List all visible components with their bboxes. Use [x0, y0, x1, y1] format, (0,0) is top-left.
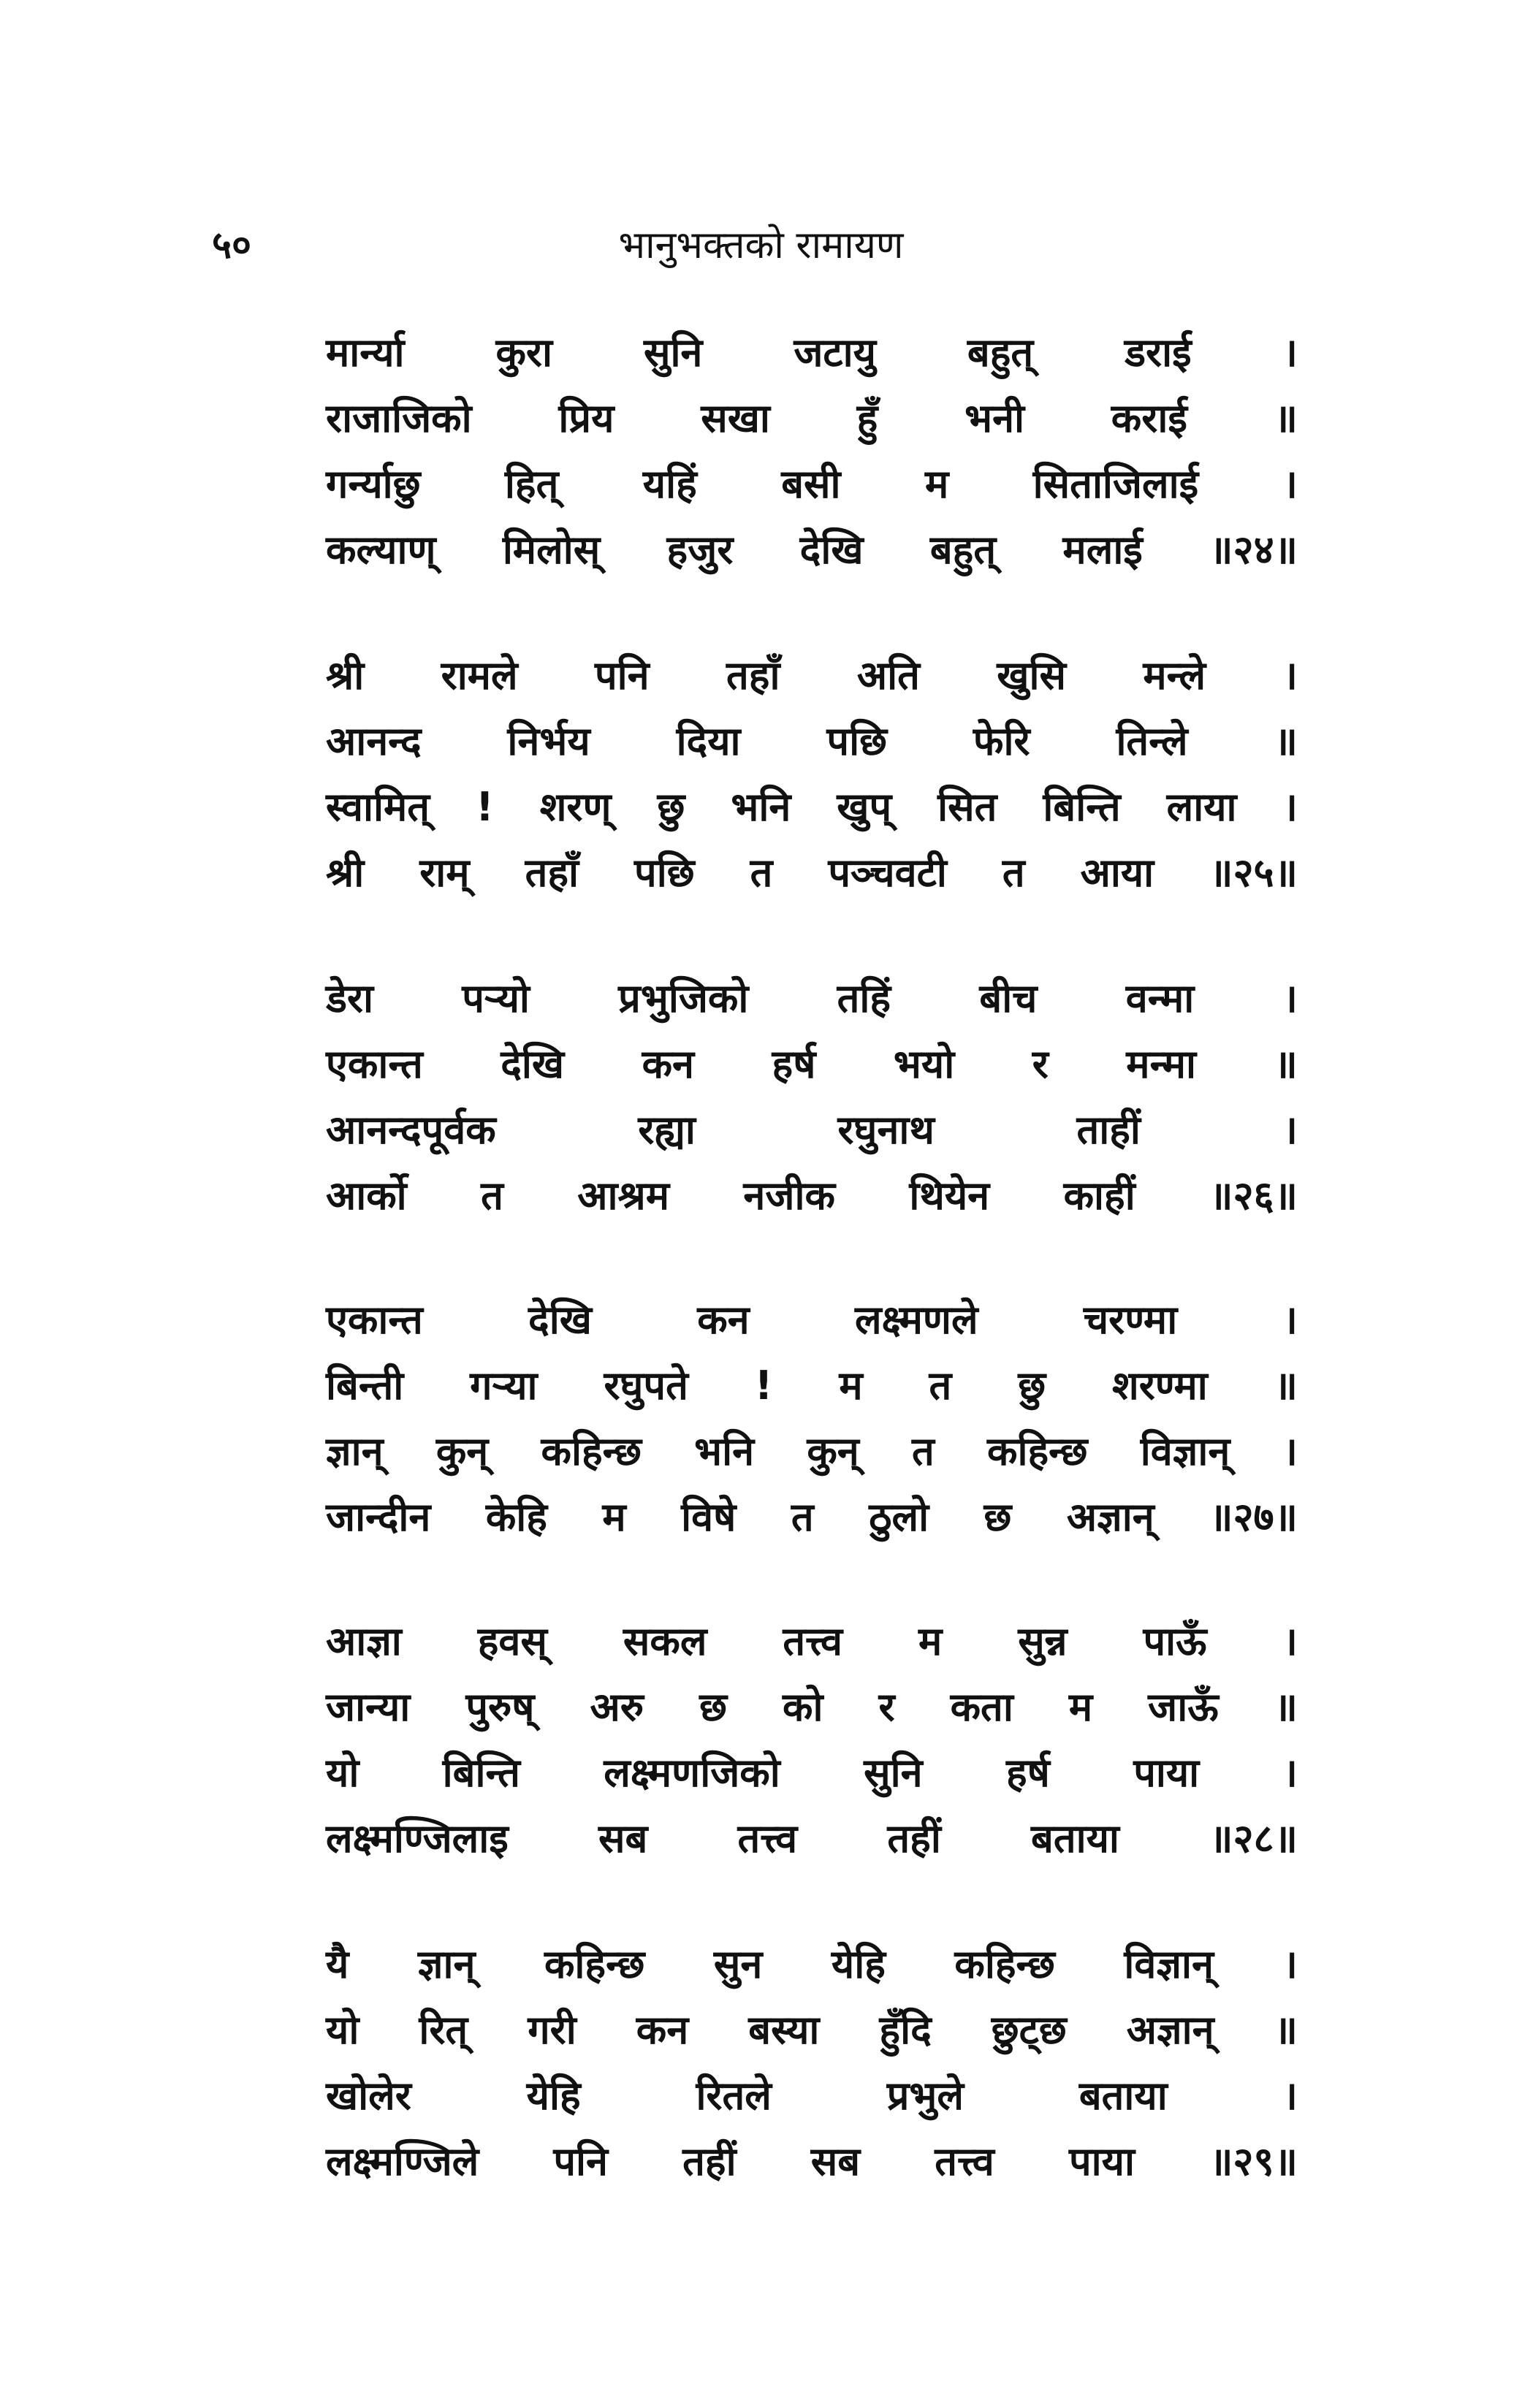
verse-word: ज्ञान्: [326, 1428, 384, 1474]
verse-word: बिन्ति: [1043, 784, 1121, 830]
verse-word: डराई: [1125, 329, 1192, 376]
verse-word: त: [912, 1428, 935, 1474]
verse-word: सकल: [623, 1618, 707, 1664]
verse-end-mark: ॥२८॥: [1209, 1815, 1298, 1862]
verse-word: सुन्न: [1018, 1618, 1068, 1664]
verse-end-mark: ।: [1282, 1107, 1298, 1153]
verse-word: ज्ञान्: [417, 1941, 476, 1987]
verse-end-mark: ।: [1282, 975, 1298, 1021]
verse-word: रामले: [441, 652, 518, 698]
verse-line: [326, 1287, 1298, 1353]
verse-28: [326, 1609, 1298, 1872]
verse-word: आश्रम: [577, 1173, 669, 1219]
verse-word: पाया: [1133, 1750, 1200, 1796]
verse-word: जाऊँ: [1148, 1684, 1219, 1730]
verse-word: पछि: [634, 850, 695, 896]
verse-word: यो: [326, 1750, 359, 1796]
verse-word: फेरि: [973, 718, 1030, 764]
verse-word: अति: [856, 652, 920, 698]
verse-word: गरी: [528, 2007, 577, 2053]
verse-word: छुट्छ: [991, 2007, 1067, 2053]
verse-word: कुन्: [807, 1428, 859, 1474]
verse-end-mark: ।: [1282, 2073, 1298, 2119]
verse-word: कन: [642, 1041, 695, 1087]
verse-word: प्रिय: [558, 395, 614, 441]
verse-word: विषे: [681, 1494, 737, 1540]
verse-word: जान्दीन: [326, 1494, 431, 1540]
page-number: ५०: [212, 224, 252, 267]
verse-word: र: [878, 1684, 895, 1730]
verse-29: [326, 1932, 1298, 2195]
verse-end-mark: ॥: [1274, 395, 1298, 441]
verse-word: केहि: [485, 1494, 547, 1540]
verse-word: नजीक: [743, 1173, 835, 1219]
verse-end-mark: ।: [1282, 329, 1298, 376]
verse-word: त: [791, 1494, 814, 1540]
verse-word: भनि: [731, 784, 791, 830]
running-title: भानुभक्तको रामायण: [618, 224, 904, 267]
verse-word: पुरुष्: [465, 1684, 535, 1730]
verse-word: प्रभुजिको: [618, 975, 749, 1021]
verse-word: सुनि: [643, 329, 703, 376]
verse-word: खुप्: [837, 784, 892, 830]
verse-word: म: [839, 1363, 863, 1409]
verse-word: सब: [810, 2138, 861, 2184]
verse-line: [326, 452, 1298, 517]
verse-line: [326, 1806, 1298, 1872]
verse-word: रित्: [419, 2007, 468, 2053]
verse-word: यहिं: [642, 461, 697, 507]
verse-word: तहाँ: [525, 850, 579, 896]
verse-word: मन्ले: [1143, 652, 1206, 698]
verse-word: पनि: [553, 2138, 609, 2184]
verse-word: म: [1068, 1684, 1093, 1730]
verse-line: [326, 1353, 1298, 1419]
verse-end-mark: ।: [1282, 652, 1298, 698]
verse-end-mark: ॥२६॥: [1209, 1173, 1298, 1219]
verse-word: एकान्त: [326, 1041, 423, 1087]
verse-word: कल्याण्: [326, 527, 436, 573]
verse-word: देखि: [501, 1041, 565, 1087]
verse-word: मिलोस्: [502, 527, 601, 573]
verse-end-mark: ।: [1282, 461, 1298, 507]
verse-word: म: [602, 1494, 626, 1540]
verse-end-mark: ।: [1282, 1941, 1298, 1987]
verse-word: डेरा: [326, 975, 373, 1021]
verse-word: पछि: [826, 718, 887, 764]
verse-word: !: [754, 1363, 773, 1409]
verse-word: तत्त्व: [737, 1815, 798, 1862]
verse-line: [326, 1609, 1298, 1674]
verse-word: बसी: [781, 461, 841, 507]
verse-word: राजाजिको: [326, 395, 472, 441]
verse-end-mark: ॥: [1274, 2007, 1298, 2053]
verse-word: मन्मा: [1126, 1041, 1197, 1087]
verse-word: म: [924, 461, 949, 507]
verse-word: को: [782, 1684, 823, 1730]
verse-line: [326, 1932, 1298, 1997]
verse-end-mark: ।: [1282, 1428, 1298, 1474]
verse-word: ताहीं: [1076, 1107, 1141, 1153]
verse-word: आनन्दपूर्वक: [326, 1107, 496, 1153]
verse-end-mark: ॥२५॥: [1209, 850, 1298, 896]
verse-line: [326, 1740, 1298, 1806]
verse-line: [326, 320, 1298, 386]
verse-word: भयो: [893, 1041, 955, 1087]
verse-line: [326, 1485, 1298, 1550]
verse-word: !: [476, 784, 494, 830]
verse-line: [326, 774, 1298, 840]
verse-word: बताया: [1078, 2073, 1168, 2119]
verse-end-mark: ।: [1282, 1297, 1298, 1343]
verse-word: स्वामित्: [326, 784, 430, 830]
verse-word: येहि: [526, 2073, 581, 2119]
verse-word: कुरा: [495, 329, 552, 376]
verse-line: [326, 966, 1298, 1032]
verse-word: तहीं: [682, 2138, 737, 2184]
verse-word: लाया: [1166, 784, 1237, 830]
verse-word: अरु: [590, 1684, 644, 1730]
verse-line: [326, 1097, 1298, 1163]
verse-word: लक्ष्मण्जिलाइ: [326, 1815, 509, 1862]
verse-word: तहाँ: [726, 652, 780, 698]
verse-line: [326, 840, 1298, 906]
verse-word: छु: [1018, 1363, 1046, 1409]
verse-word: आया: [1080, 850, 1154, 896]
verse-word: पनि: [594, 652, 650, 698]
verse-word: विज्ञान्: [1124, 1941, 1214, 1987]
verse-word: बहुत्: [967, 329, 1034, 376]
verse-25: [326, 643, 1298, 906]
verse-word: अज्ञान्: [1126, 2007, 1214, 2053]
verse-word: देखि: [528, 1297, 592, 1343]
verse-word: हवस्: [477, 1618, 547, 1664]
verse-word: सुन: [713, 1941, 763, 1987]
verse-end-mark: ॥२४॥: [1209, 527, 1298, 573]
verse-word: छ: [983, 1494, 1012, 1540]
verse-word: कराई: [1111, 395, 1187, 441]
verse-line: [326, 709, 1298, 774]
verse-line: [326, 1674, 1298, 1740]
verse-word: सित: [937, 784, 997, 830]
verse-word: लक्ष्मणजिको: [604, 1750, 780, 1796]
verse-line: [326, 2129, 1298, 2195]
verse-end-mark: ।: [1282, 1750, 1298, 1796]
verse-line: [326, 1997, 1298, 2063]
verse-word: विज्ञान्: [1140, 1428, 1230, 1474]
verse-26: [326, 966, 1298, 1229]
verse-word: जटायु: [794, 329, 876, 376]
verse-word: सब: [598, 1815, 648, 1862]
verse-word: काहीं: [1063, 1173, 1135, 1219]
verse-word: प्रभुले: [886, 2073, 964, 2119]
verse-word: यै: [326, 1941, 349, 1987]
verse-word: कुन्: [435, 1428, 489, 1474]
verse-word: रह्या: [638, 1107, 696, 1153]
verse-word: देखि: [799, 527, 864, 573]
verse-end-mark: ॥: [1274, 1041, 1298, 1087]
verse-word: सखा: [701, 395, 770, 441]
verse-word: कहिन्छ: [987, 1428, 1088, 1474]
verse-word: त: [929, 1363, 952, 1409]
verse-word: बहुत्: [929, 527, 997, 573]
verse-word: राम्: [419, 850, 470, 896]
verse-end-mark: ॥२९॥: [1209, 2138, 1298, 2184]
verse-end-mark: ।: [1282, 784, 1298, 830]
verse-line: [326, 386, 1298, 452]
verse-word: गऱ्या: [470, 1363, 538, 1409]
verse-word: निर्भय: [507, 718, 590, 764]
verse-word: यो: [326, 2007, 359, 2053]
verse-word: शरण्: [539, 784, 612, 830]
verse-word: कहिन्छ: [541, 1428, 642, 1474]
verse-end-mark: ॥: [1274, 1363, 1298, 1409]
verse-word: एकान्त: [326, 1297, 423, 1343]
verse-word: आनन्द: [326, 718, 422, 764]
verse-word: त: [481, 1173, 503, 1219]
verse-line: [326, 1419, 1298, 1485]
verse-word: तिन्ले: [1116, 718, 1188, 764]
verse-word: हुँ: [856, 395, 878, 441]
verse-end-mark: ।: [1282, 1618, 1298, 1664]
verse-word: तत्त्व: [935, 2138, 994, 2184]
verse-word: खोलेर: [326, 2073, 411, 2119]
verse-word: कन: [697, 1297, 750, 1343]
verse-word: हुँदि: [879, 2007, 932, 2053]
verse-word: गर्न्याछु: [326, 461, 421, 507]
verse-word: पाया: [1068, 2138, 1135, 2184]
verse-word: मलाई: [1062, 527, 1143, 573]
verse-word: शरण्मा: [1112, 1363, 1208, 1409]
verse-word: पऱ्यो: [462, 975, 530, 1021]
verse-end-mark: ॥: [1274, 718, 1298, 764]
verse-word: भनी: [964, 395, 1025, 441]
verse-line: [326, 1032, 1298, 1097]
verse-24: [326, 320, 1298, 583]
verse-word: अज्ञान्: [1066, 1494, 1154, 1540]
verse-word: तहिं: [837, 975, 891, 1021]
verse-word: रितले: [696, 2073, 772, 2119]
verse-word: पाऊँ: [1143, 1618, 1207, 1664]
verse-word: श्री: [326, 652, 365, 698]
verse-word: त: [750, 850, 773, 896]
verse-word: हजुर: [666, 527, 734, 573]
verse-word: कता: [950, 1684, 1013, 1730]
verse-word: वन्मा: [1125, 975, 1195, 1021]
verse-word: त: [1002, 850, 1025, 896]
verse-word: लक्ष्मण्जिले: [326, 2138, 479, 2184]
verse-word: तत्त्व: [783, 1618, 843, 1664]
verse-word: बीच: [979, 975, 1038, 1021]
verse-word: खुसि: [997, 652, 1066, 698]
verse-word: कहिन्छ: [544, 1941, 645, 1987]
verse-word: रघुनाथ: [837, 1107, 935, 1153]
verse-word: आर्को: [326, 1173, 407, 1219]
verse-word: सिताजिलाई: [1032, 461, 1199, 507]
verse-word: थियेन: [909, 1173, 990, 1219]
verse-word: म: [918, 1618, 943, 1664]
verse-word: तहीं: [887, 1815, 941, 1862]
verse-word: हर्ष: [1005, 1750, 1050, 1796]
verse-word: आज्ञा: [326, 1618, 402, 1664]
verse-word: छ: [699, 1684, 727, 1730]
verse-end-mark: ॥२७॥: [1209, 1494, 1298, 1540]
verse-line: [326, 643, 1298, 709]
verse-word: बिन्ति: [442, 1750, 520, 1796]
verse-word: जान्या: [326, 1684, 411, 1730]
verse-word: येहि: [831, 1941, 886, 1987]
verse-word: श्री: [326, 850, 365, 896]
verse-word: रघुपते: [604, 1363, 688, 1409]
verse-word: मार्न्या: [326, 329, 405, 376]
verse-word: हर्ष: [772, 1041, 816, 1087]
verse-word: बताया: [1031, 1815, 1119, 1862]
verse-word: भनि: [694, 1428, 755, 1474]
verse-word: छु: [657, 784, 685, 830]
verse-line: [326, 517, 1298, 583]
verse-word: र: [1032, 1041, 1049, 1087]
verse-line: [326, 1163, 1298, 1229]
verse-word: हित्: [504, 461, 559, 507]
verse-end-mark: ॥: [1274, 1684, 1298, 1730]
verse-word: कन: [636, 2007, 689, 2053]
verse-word: ठुलो: [869, 1494, 929, 1540]
verse-word: सुनि: [864, 1750, 923, 1796]
verse-word: कहिन्छ: [954, 1941, 1055, 1987]
verse-word: लक्ष्मणले: [854, 1297, 978, 1343]
verse-27: [326, 1287, 1298, 1550]
verse-word: बिन्ती: [326, 1363, 404, 1409]
verse-word: चरण्मा: [1083, 1297, 1178, 1343]
verse-word: बस्या: [748, 2007, 820, 2053]
verse-word: दिया: [676, 718, 741, 764]
verse-line: [326, 2063, 1298, 2129]
verse-word: पञ्चवटी: [828, 850, 947, 896]
